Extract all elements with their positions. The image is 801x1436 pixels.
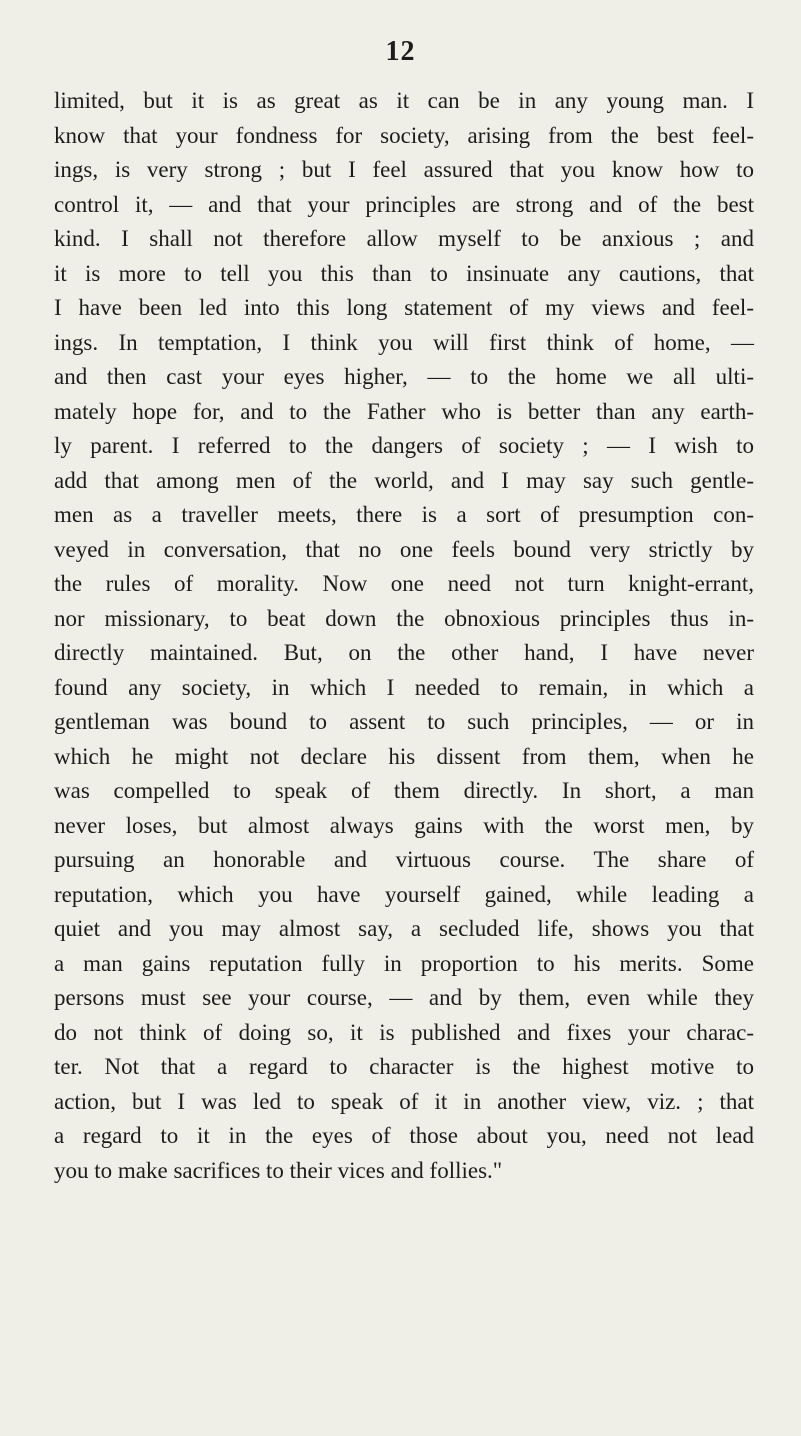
text-line: found any society, in which I needed to remain, in which a	[54, 674, 754, 700]
text-line: a regard to it in the eyes of those about you, need not lead	[54, 1123, 754, 1148]
text-line: kind. I shall not therefore allow myself to be anxious ; and	[54, 226, 754, 251]
text-line: veyed in conversation, that no one feels bound very strictly by	[54, 536, 754, 562]
text-line: was compelled to speak of them directly. In short, a man	[54, 778, 754, 803]
text-line: never loses, but almost always gains with the worst men, by	[54, 812, 754, 838]
text-line: know that your fondness for society, arising from the best feel-	[54, 122, 754, 148]
text-line: add that among men of the world, and I may say such gentle-	[54, 467, 754, 493]
text-line: limited, but it is as great as it can be in any young man. I	[54, 88, 754, 113]
text-line: action, but I was led to speak of it in another view, viz. ; that	[54, 1088, 754, 1114]
text-line: directly maintained. But, on the other hand, I have never	[54, 640, 754, 665]
text-line: control it, — and that your principles are strong and of the best	[54, 191, 754, 217]
text-line: quiet and you may almost say, a secluded life, shows you that	[54, 916, 754, 941]
text-line: and then cast your eyes higher, — to the home we all ulti-	[54, 364, 754, 389]
text-line: ings, is very strong ; but I feel assured that you know how to	[54, 157, 754, 182]
text-line: nor missionary, to beat down the obnoxious principles thus in-	[54, 605, 754, 631]
text-line: it is more to tell you this than to insinuate any cautions, that	[54, 260, 754, 286]
text-line: reputation, which you have yourself gained, while leading a	[54, 881, 754, 907]
text-line: persons must see your course, — and by them, even while they	[54, 985, 754, 1010]
text-line: ings. In temptation, I think you will first think of home, —	[54, 329, 754, 355]
page-number: 12	[385, 36, 416, 67]
text-line: which he might not declare his dissent from them, when he	[54, 743, 754, 769]
text-line: a man gains reputation fully in proportion to his merits. Some	[54, 950, 754, 976]
text-line: do not think of doing so, it is published and fixes your charac-	[54, 1019, 754, 1045]
text-line: I have been led into this long statement of my views and feel-	[54, 295, 754, 320]
text-line: the rules of morality. Now one need not turn knight-errant,	[54, 571, 754, 596]
text-line: mately hope for, and to the Father who is better than any earth-	[54, 398, 754, 424]
body-text	[54, 84, 754, 1188]
text-line: ly parent. I referred to the dangers of society ; — I wish to	[54, 433, 754, 458]
text-line: ter. Not that a regard to character is the highest motive to	[54, 1054, 754, 1079]
text-line: gentleman was bound to assent to such principles, — or in	[54, 709, 754, 734]
text-line: you to make sacrifices to their vices and follies."	[54, 1157, 503, 1183]
text-line: men as a traveller meets, there is a sort of presumption con-	[54, 502, 754, 527]
text-line: pursuing an honorable and virtuous course. The share of	[54, 847, 754, 872]
